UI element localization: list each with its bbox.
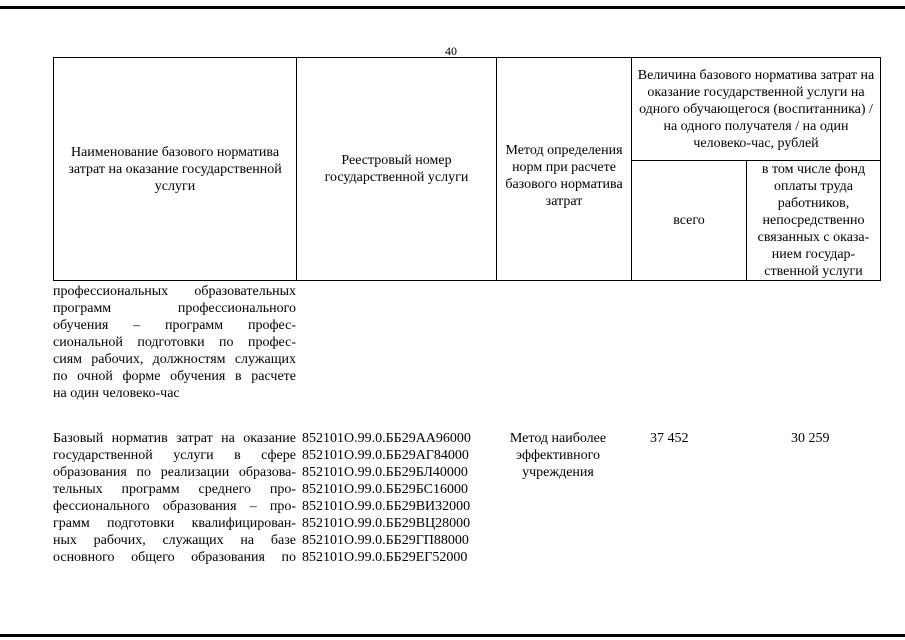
main-row-name [53,430,296,566]
text-line: Базовый норматив затрат на оказание [53,431,296,446]
method-value: Метод наиболее эффективного учреждения [509,431,607,480]
registry-code: 852101О.99.0.ББ29БС16000 [302,482,468,497]
registry-codes [302,430,471,566]
total-value: 37 452 [650,431,689,446]
fund-value: 30 259 [791,431,830,446]
text-line: ных рабочих, служащих на базе [53,533,296,548]
header-method-column: Метод определения норм при расчете базового норматива затрат [496,57,632,281]
registry-code: 852101О.99.0.ББ29ВЦ28000 [302,516,471,531]
text-line: фессионального образования – про- [53,499,296,514]
top-border-line [0,6,905,9]
text-line: сиям рабочих, должностям служащих [53,352,296,367]
text-line: профессиональных образовательных [53,284,296,299]
registry-code: 852101О.99.0.ББ29БЛ40000 [302,465,468,480]
header-fund-column: в том числе фонд оплаты труда работников, непосредственно связанных с оказа-нием государ-ственной услуги [746,160,881,281]
registry-code: 852101О.99.0.ББ29ЕГ52000 [302,550,468,565]
header-value-column: Величина базового норматива затрат на оказание государственной услуги на одного обучающегося (воспитанника) / на одного получателя / на один человеко-час, рублей [631,57,881,161]
text-line: программ профессионального [53,301,296,316]
registry-code: 852101О.99.0.ББ29ГП88000 [302,533,469,548]
text-line: по очной форме обучения в расчете [53,369,296,384]
page-number: 40 [445,44,457,58]
text-line: тельных программ среднего про- [53,482,296,497]
text-line: обучения – программ профес- [53,318,296,333]
text-line: грамм подготовки квалифицирован- [53,516,296,531]
text-line: сиональной подготовки по профес- [53,335,296,350]
header-name-column: Наименование базового норматива затрат на оказание государственной услуги [53,57,297,281]
text-line: на один человеко-час [53,386,180,401]
text-line: образования по реализации образова- [53,465,296,480]
header-registry-column: Реестровый номер государственной услуги [296,57,497,281]
table-header [53,57,881,281]
registry-code: 852101О.99.0.ББ29АГ84000 [302,448,469,463]
header-total-column: всего [631,160,747,281]
registry-code: 852101О.99.0.ББ29ВИ32000 [302,499,471,514]
registry-code: 852101О.99.0.ББ29АА96000 [302,431,471,446]
text-line: государственной услуги в сфере [53,448,296,463]
continued-row-name [53,283,296,402]
bottom-border-line [0,634,905,637]
text-line: основного общего образования по [53,550,296,565]
